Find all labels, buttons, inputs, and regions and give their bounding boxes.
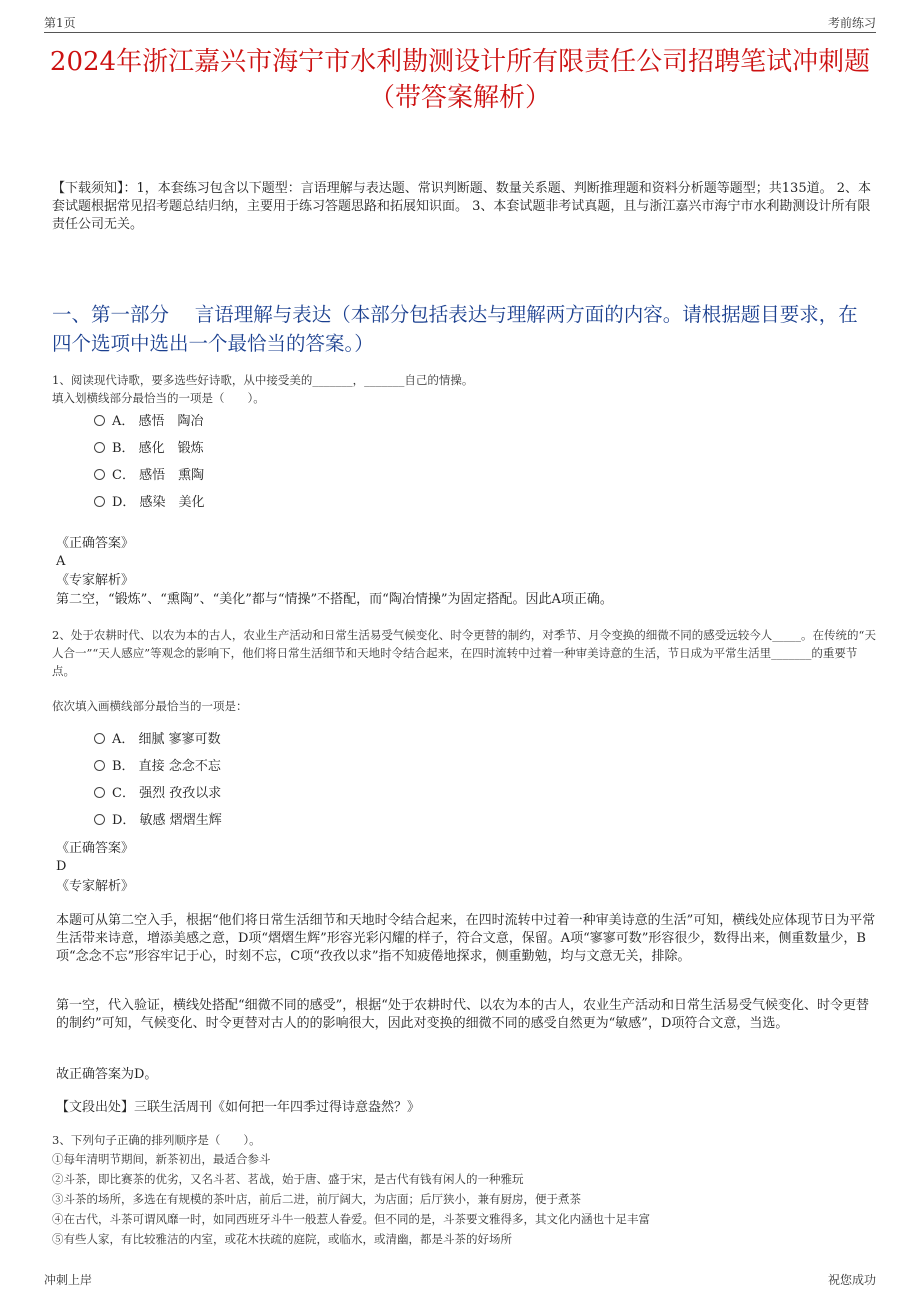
q1-prompt: 填入划横线部分最恰当的一项是（ ）。 (52, 391, 265, 405)
q2-prompt: 依次填入画横线部分最恰当的一项是： (52, 699, 248, 713)
option-label: A． 细腻 寥寥可数 (112, 732, 221, 747)
radio-icon[interactable] (94, 733, 105, 744)
footer-right: 祝您成功 (827, 1273, 876, 1287)
radio-icon[interactable] (94, 787, 105, 798)
document-title: 2024年浙江嘉兴市海宁市水利勘测设计所有限责任公司招聘笔试冲刺题（带答案解析） (49, 47, 871, 113)
radio-icon[interactable] (94, 814, 105, 825)
page-header (44, 14, 876, 33)
option-label: B． 直接 念念不忘 (112, 759, 221, 774)
radio-icon[interactable] (94, 760, 105, 771)
q1-option-c[interactable] (94, 466, 204, 486)
q2-stem: 2、处于农耕时代、以农为本的古人，农业生产活动和日常生活易受气候变化、时令更替的制约，对季节、月令变换的细微不同的感受远较今人_____。在传统的“天人合一”“天人感应”等观念的影响下，他们将日常生活细节和天地时令结合起来，在四时流转中过着一种审美诗意的生活，节日成为平常生活里_______的重要节点。 (52, 628, 876, 678)
q2-analysis-para-3: 故正确答案为D。 (56, 1067, 158, 1082)
q2-source: 【文段出处】三联生活周刊《如何把一年四季过得诗意盎然？》 (56, 1100, 421, 1115)
radio-icon[interactable] (94, 415, 105, 426)
option-label: C． 感悟 熏陶 (112, 468, 205, 483)
q2-option-c[interactable] (94, 784, 221, 804)
q2-answer: D (56, 859, 67, 874)
q1-answer-label: 《正确答案》 (56, 536, 135, 551)
radio-icon[interactable] (94, 469, 105, 480)
radio-icon[interactable] (94, 496, 105, 507)
q1-answer: A (56, 554, 66, 569)
q2-option-a[interactable] (94, 730, 221, 750)
q2-answer-label: 《正确答案》 (56, 841, 135, 856)
radio-icon[interactable] (94, 442, 105, 453)
option-label: C． 强烈 孜孜以求 (112, 786, 222, 801)
footer-left: 冲刺上岸 (44, 1273, 93, 1287)
q2-analysis-label: 《专家解析》 (56, 879, 135, 894)
option-label: D． 感染 美化 (112, 495, 205, 510)
q1-option-a[interactable] (94, 412, 204, 432)
q1-analysis: 第二空，“锻炼”、“熏陶”、“美化”都与“情操”不搭配，而“陶冶情操”为固定搭配。因此A项正确。 (56, 592, 613, 607)
q3-line-5: ⑤有些人家，有比较雅洁的内室，或花木扶疏的庭院，或临水，或清幽，都是斗茶的好场所 (52, 1232, 512, 1246)
page-footer (44, 1271, 876, 1289)
option-label: A． 感悟 陶冶 (112, 414, 204, 429)
q3-stem: 3、下列句子正确的排列顺序是（ ）。 (52, 1133, 261, 1147)
q1-option-d[interactable] (94, 493, 205, 513)
q3-line-1: ①每年清明节期间，新茶初出，最适合参斗 (52, 1152, 271, 1166)
q2-analysis-para-2: 第一空，代入验证，横线处搭配“细微不同的感受”，根据“处于农耕时代、以农为本的古人，农业生产活动和日常生活易受气候变化、时令更替的制约”可知，气候变化、时令更替对古人的的影响很大，因此对变换的细微不同的感受自然更为“敏感”，D项符合文意，当选。 (56, 998, 869, 1031)
q1-analysis-label: 《专家解析》 (56, 573, 135, 588)
page-number: 第1页 (44, 16, 76, 30)
q3-line-4: ④在古代，斗茶可谓风靡一时，如同西班牙斗牛一般惹人眷爱。但不同的是，斗茶要文雅得多，其文化内涵也十足丰富 (52, 1212, 650, 1226)
section-heading: 一、第一部分 言语理解与表达（本部分包括表达与理解两方面的内容。请根据题目要求，在四个选项中选出一个最恰当的答案。） (52, 303, 858, 355)
q1-option-b[interactable] (94, 439, 204, 459)
q3-line-3: ③斗茶的场所，多选在有规模的茶叶店，前后二进，前厅阔大，为店面；后厅狭小，兼有厨房，便于煮茶 (52, 1192, 581, 1206)
q3-line-2: ②斗茶，即比赛茶的优劣，又名斗茗、茗战，始于唐、盛于宋，是古代有钱有闲人的一种雅玩 (52, 1172, 524, 1186)
q2-option-d[interactable] (94, 811, 222, 831)
q2-analysis-para-1: 本题可从第二空入手，根据“他们将日常生活细节和天地时令结合起来，在四时流转中过着一种审美诗意的生活”可知，横线处应体现节日为平常生活带来诗意，增添美感之意，D项“熠熠生辉”形容光彩闪耀的样子，符合文意，保留。A项“寥寥可数”形容很少，数得出来，侧重数量少，B项“念念不忘”形容牢记于心，时刻不忘，C项“孜孜以求”指不知疲倦地探求，侧重勤勉，均与文意无关，排除。 (56, 913, 876, 964)
q1-stem: 1、阅读现代诗歌，要多选些好诗歌，从中接受美的_______，_______自己的情操。 (52, 373, 474, 387)
option-label: B． 感化 锻炼 (112, 441, 204, 456)
download-notice: 【下载须知】：1，本套练习包含以下题型：言语理解与表达题、常识判断题、数量关系题、判断推理题和资料分析题等题型；共135道。 2、本套试题根据常见招考题总结归纳，主要用于练习答题思路和拓展知识面。 3、本套试题非考试真题，且与浙江嘉兴市海宁市水利勘测设计所有限责任公司无关。 (52, 181, 871, 232)
header-tag: 考前练习 (827, 16, 876, 30)
option-label: D． 敏感 熠熠生辉 (112, 813, 222, 828)
q2-option-b[interactable] (94, 757, 221, 777)
